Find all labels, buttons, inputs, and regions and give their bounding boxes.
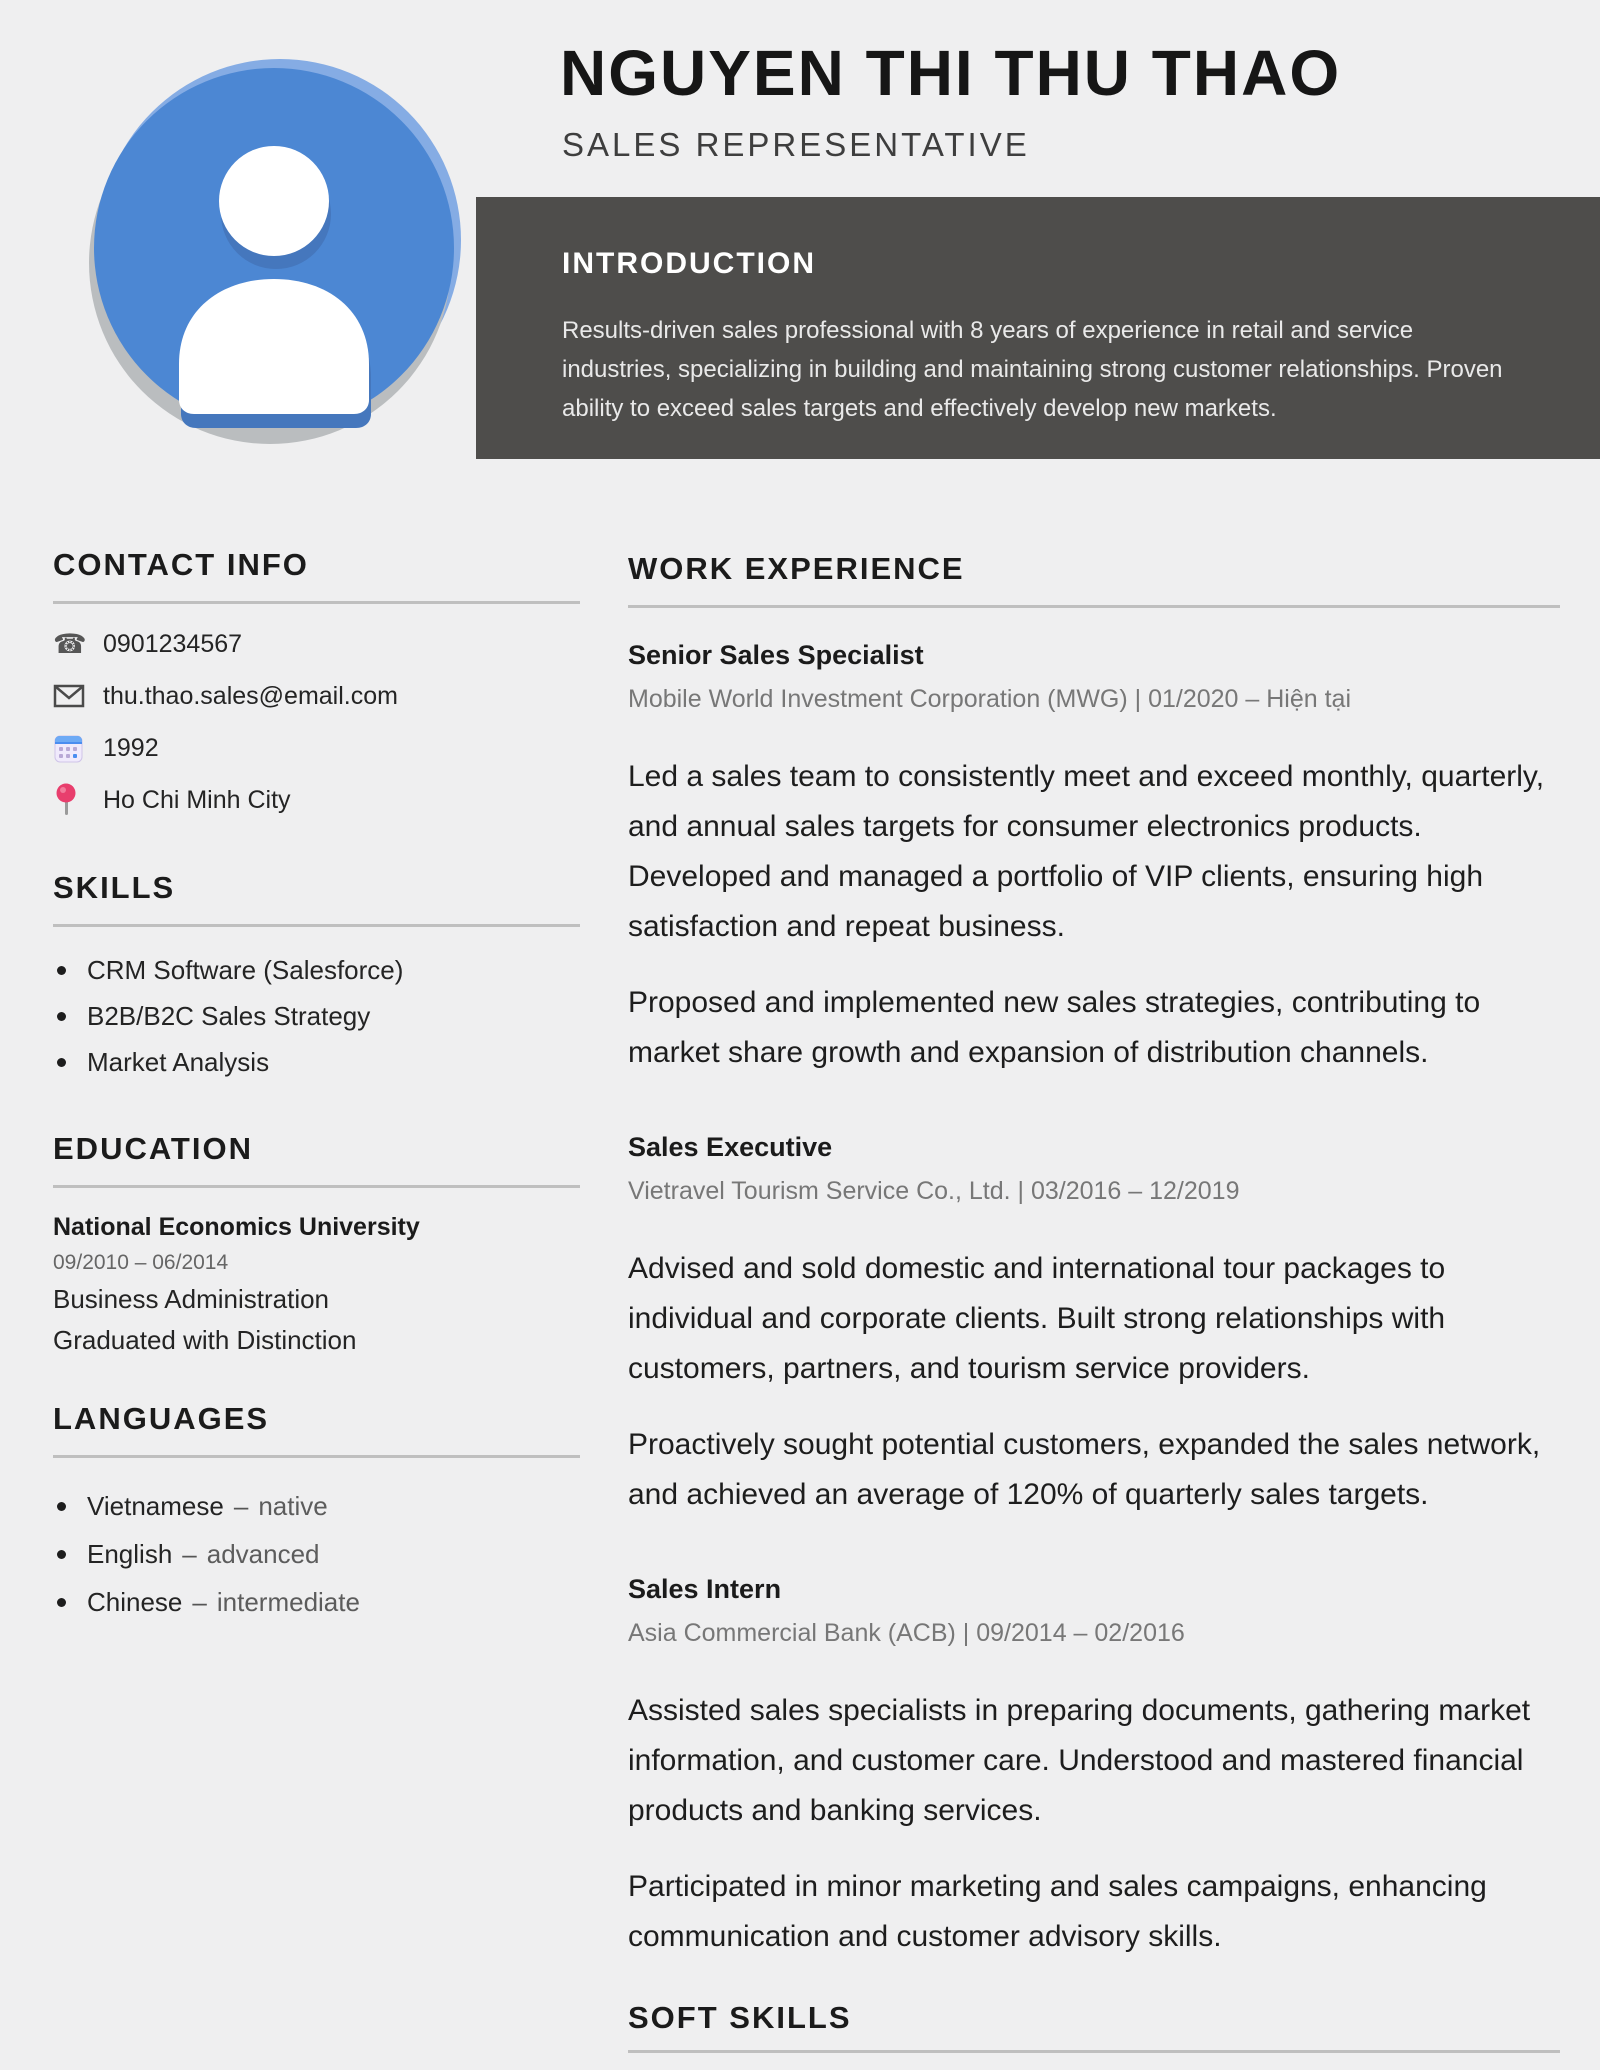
job-description xyxy=(628,1686,1560,1962)
job-paragraph: Proposed and implemented new sales strategies, contributing to market share growth and expansion of distribution channels. xyxy=(628,986,1481,1069)
location-city: Ho Chi Minh City xyxy=(103,785,291,814)
job-company-dates: Asia Commercial Bank (ACB) | 09/2014 – 02/2016 xyxy=(628,1619,1185,1647)
birth-year: 1992 xyxy=(103,733,159,762)
job-entry xyxy=(628,1132,1560,1520)
job-description xyxy=(628,1244,1560,1520)
language-separator: – xyxy=(192,1586,207,1617)
language-name: Vietnamese xyxy=(87,1490,224,1521)
job-paragraph: Participated in minor marketing and sales campaigns, enhancing communication and customer advisory skills. xyxy=(628,1870,1487,1953)
phone-number: 0901234567 xyxy=(103,629,243,658)
header xyxy=(0,0,1600,459)
language-level: advanced xyxy=(206,1538,320,1569)
job-paragraph: Led a sales team to consistently meet and exceed monthly, quarterly, and annual sales targets for consumer electronics products. Developed and managed a portfolio of VIP clients, ensuring high satisfaction and repeat business. xyxy=(628,760,1545,943)
language-separator: – xyxy=(233,1490,249,1521)
contact-row-birthyear xyxy=(53,722,580,774)
skill-item: Market Analysis xyxy=(53,1039,580,1085)
languages-heading: LANGUAGES xyxy=(53,1401,580,1458)
phone-icon: ☎ xyxy=(53,628,87,659)
education-heading: EDUCATION xyxy=(53,1131,580,1188)
location-icon xyxy=(53,783,103,817)
content-columns xyxy=(0,459,1600,2053)
job-title: Sales Executive xyxy=(628,1132,833,1162)
job-paragraph: Assisted sales specialists in preparing documents, gathering market information, and customer care. Understood and mastered financial products and banking services. xyxy=(628,1694,1531,1827)
education-degree: Business Administration xyxy=(53,1284,330,1314)
avatar xyxy=(82,48,466,456)
job-company-dates: Vietravel Tourism Service Co., Ltd. | 03/2016 – 12/2019 xyxy=(628,1177,1240,1205)
email-icon xyxy=(53,684,103,708)
education-entry xyxy=(53,1208,580,1361)
job-entry xyxy=(628,1574,1560,1962)
introduction-heading: INTRODUCTION xyxy=(562,247,816,280)
avatar-person-icon xyxy=(82,48,466,456)
language-item xyxy=(53,1530,580,1578)
contact-list xyxy=(53,618,580,826)
contact-row-location xyxy=(53,774,580,826)
soft-skills-heading: SOFT SKILLS xyxy=(628,2000,1560,2053)
contact-row-email xyxy=(53,670,580,722)
language-name: Chinese xyxy=(87,1586,183,1617)
language-item xyxy=(53,1482,580,1530)
education-honors: Graduated with Distinction xyxy=(53,1325,357,1355)
work-experience-heading: WORK EXPERIENCE xyxy=(628,551,1560,608)
skill-item: CRM Software (Salesforce) xyxy=(53,947,580,993)
education-school: National Economics University xyxy=(53,1213,420,1241)
skills-list xyxy=(53,947,580,1085)
language-level: native xyxy=(258,1490,328,1521)
introduction-text: Results-driven sales professional with 8 years of experience in retail and service industries, specializing in building and maintaining strong customer relationships. Proven ability to exceed sales targets and effectively develop new markets. xyxy=(562,317,1503,422)
skill-item: B2B/B2C Sales Strategy xyxy=(53,993,580,1039)
languages-list xyxy=(53,1482,580,1626)
job-entry xyxy=(628,640,1560,1078)
job-paragraph: Advised and sold domestic and international tour packages to individual and corporate clients. Built strong relationships with customers, partners, and tourism service providers. xyxy=(628,1252,1446,1385)
job-paragraph: Proactively sought potential customers, expanded the sales network, and achieved an average of 120% of quarterly sales targets. xyxy=(628,1428,1541,1511)
contact-row-phone xyxy=(53,618,580,670)
main-column xyxy=(628,459,1560,2053)
language-item xyxy=(53,1578,580,1626)
language-name: English xyxy=(87,1538,173,1569)
introduction-section xyxy=(476,197,1600,459)
job-title: Sales Intern xyxy=(628,1574,782,1604)
job-description xyxy=(628,752,1560,1078)
candidate-job-title: SALES REPRESENTATIVE xyxy=(562,126,1030,163)
language-level: intermediate xyxy=(216,1586,360,1617)
sidebar xyxy=(53,459,580,2053)
skills-heading: SKILLS xyxy=(53,870,580,927)
calendar-icon xyxy=(53,733,103,764)
candidate-name: NGUYEN THI THU THAO xyxy=(560,37,1342,109)
education-dates: 09/2010 – 06/2014 xyxy=(53,1251,229,1274)
email-address: thu.thao.sales@email.com xyxy=(103,681,398,710)
job-company-dates: Mobile World Investment Corporation (MWG) | 01/2020 – Hiện tại xyxy=(628,685,1351,713)
job-title: Senior Sales Specialist xyxy=(628,640,924,670)
contact-info-heading: CONTACT INFO xyxy=(53,547,580,604)
language-separator: – xyxy=(182,1538,197,1569)
